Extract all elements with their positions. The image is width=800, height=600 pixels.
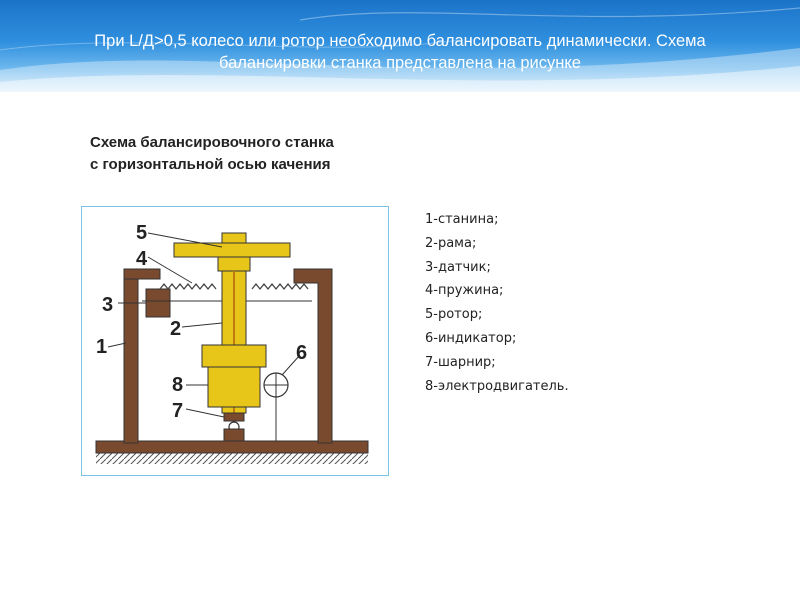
header-line-2: балансировки станка представлена на рисунке [219,54,581,72]
legend-item: 5-ротор; [425,307,483,323]
left-post-cap [124,269,160,279]
balancing-machine-diagram [81,206,389,476]
leader-7 [186,409,224,417]
rotor-collar [218,257,250,271]
spring-right [252,284,308,289]
header-line-1: При L/Д>0,5 колесо или ротор необходимо балансировать динамически. Схема [94,32,706,50]
diagram-caption [90,132,410,176]
ground-hatching [96,452,368,464]
legend-item: 2-рама; [425,235,477,251]
header-text [40,30,760,74]
hinge-base [224,429,244,441]
motor-top [202,345,266,367]
rotor-hub [222,233,246,243]
leader-2 [182,323,222,327]
label-7: 7 [172,400,184,422]
leader-1 [108,343,126,347]
caption-line-2: с горизонтальной осью качения [90,156,331,173]
left-post [124,269,138,443]
motor-body [208,367,260,407]
label-4: 4 [136,248,148,270]
label-6: 6 [296,342,308,364]
label-1: 1 [96,336,108,358]
label-2: 2 [170,318,182,340]
parts-legend [425,208,569,398]
header-banner [0,0,800,92]
legend-item: 7-шарнир; [425,354,496,370]
legend-item: 6-индикатор; [425,330,517,346]
hinge-top [224,413,244,421]
legend-item: 3-датчик; [425,259,491,275]
rotor-disk [174,243,290,257]
legend-item: 4-пружина; [425,283,504,299]
spring-left [160,284,216,289]
label-5: 5 [136,222,148,244]
caption-line-1: Схема балансировочного станка [90,134,334,151]
label-3: 3 [102,294,114,316]
legend-item: 1-станина; [425,212,499,227]
legend-item: 8-электродвигатель. [425,378,569,394]
label-8: 8 [172,374,184,396]
balancing-machine-drawing [82,207,388,475]
sensor-box [146,289,170,317]
